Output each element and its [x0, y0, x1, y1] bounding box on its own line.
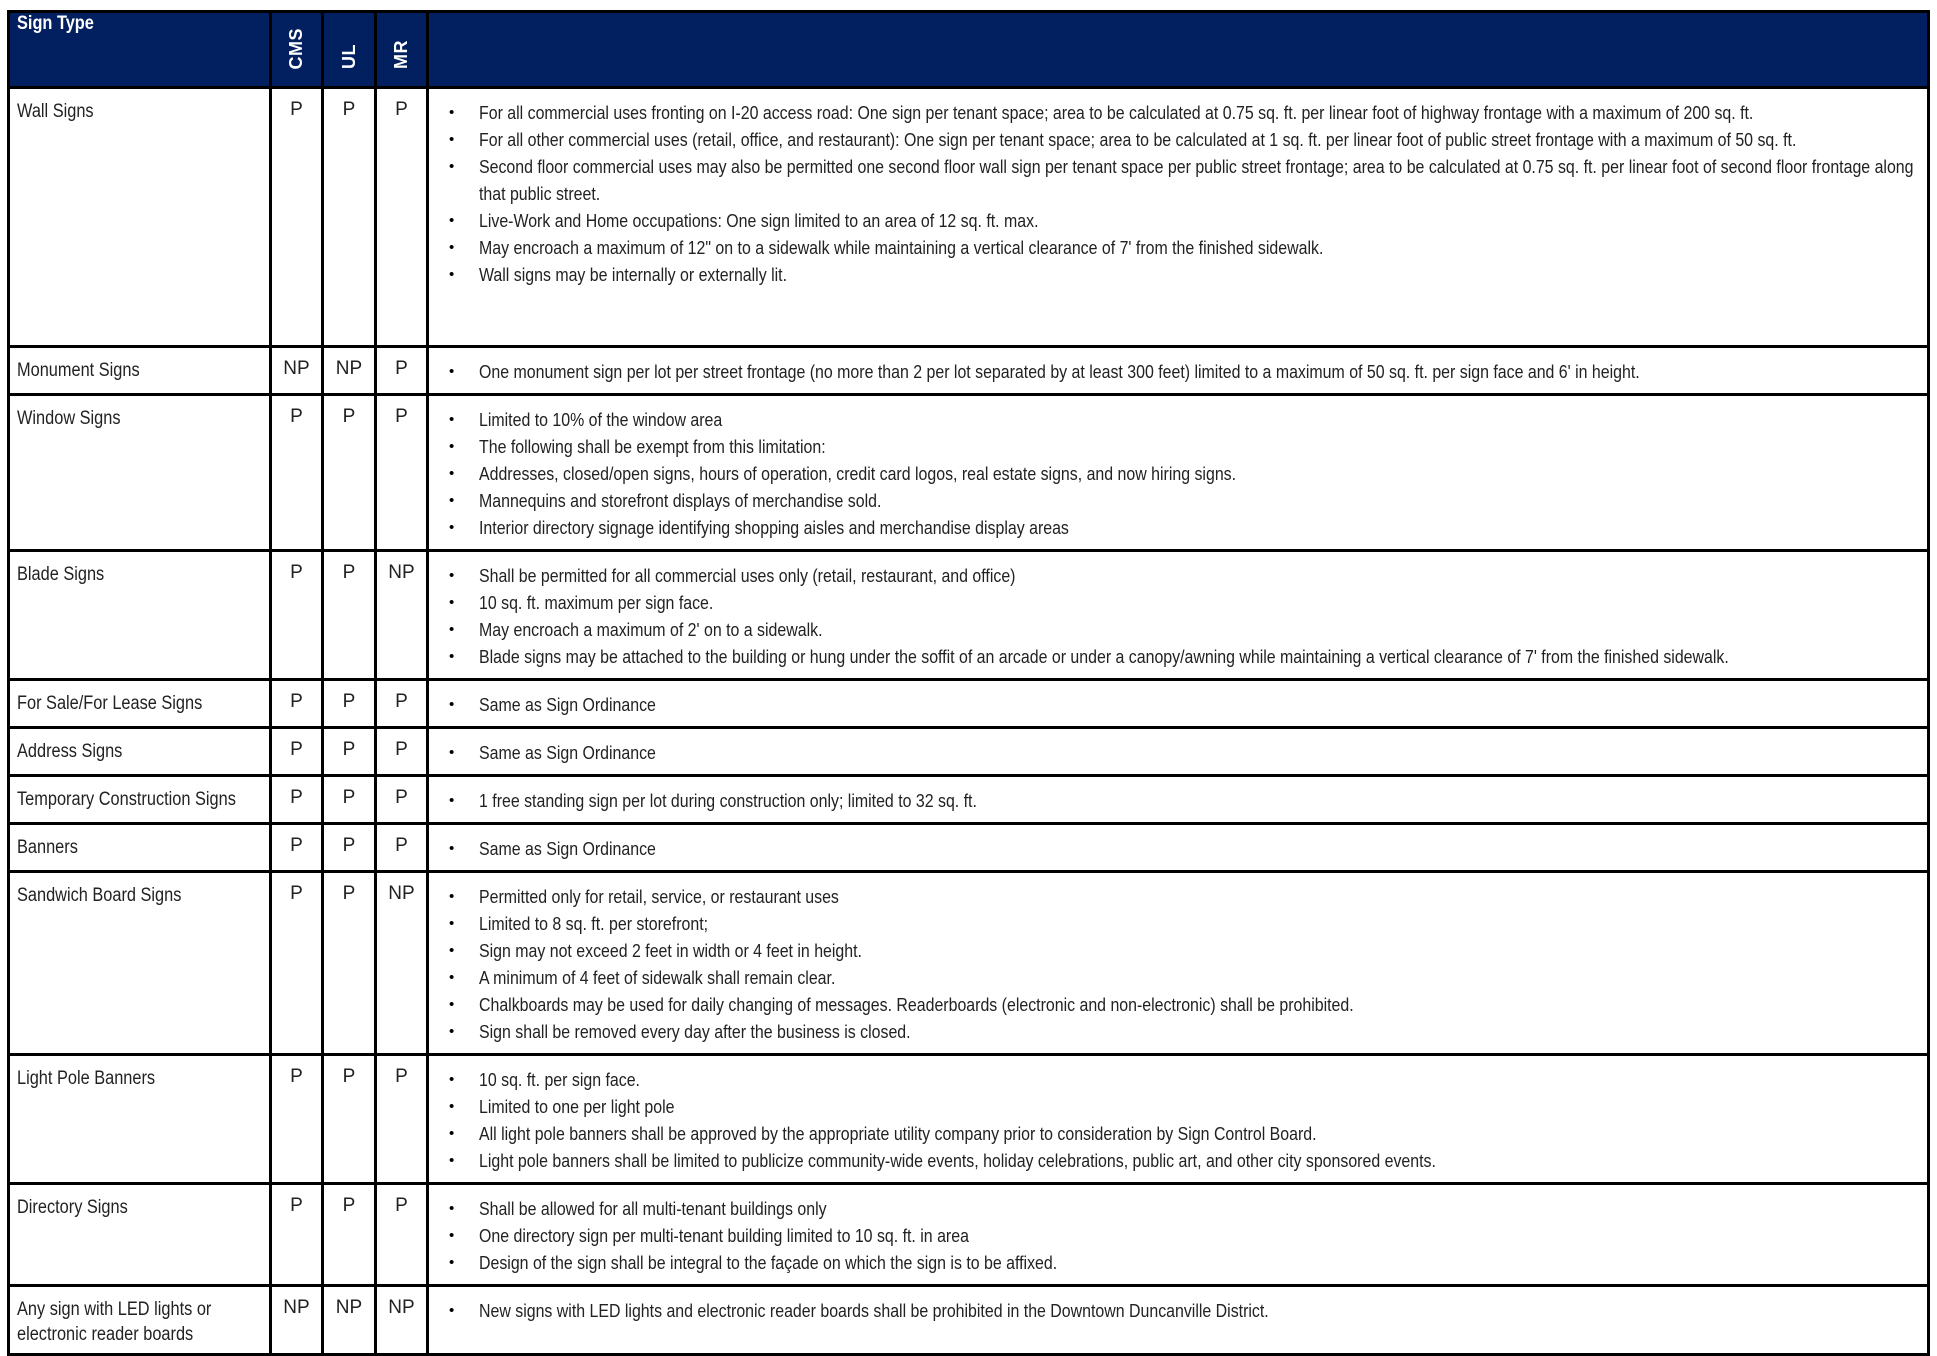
rule-item	[429, 1066, 1919, 1093]
sign-type-label: Sandwich Board Signs	[17, 885, 182, 906]
table-body	[9, 88, 1929, 1355]
bullet-icon: •	[449, 1200, 455, 1217]
rules-cell	[428, 395, 1929, 551]
rule-text: New signs with LED lights and electronic reader boards shall be prohibited in the Downtown Duncanville District.	[479, 1300, 1269, 1321]
sign-regulations-table	[7, 10, 1930, 1356]
sign-type-label: For Sale/For Lease Signs	[17, 693, 203, 714]
permission-cell-cms: P	[271, 728, 323, 776]
rule-text: For all commercial uses fronting on I-20 access road: One sign per tenant space; area to be calculated at 0.75 sq. ft. per linear foot of highway frontage with a maximum of 200 sq. ft.	[479, 102, 1754, 123]
rule-text: Light pole banners shall be limited to publicize community-wide events, holiday celebrations, public art, and other city sponsored events.	[479, 1150, 1436, 1171]
sign-type-label: Any sign with LED lights or electronic reader boards	[17, 1299, 212, 1345]
permission-cell-mr: P	[376, 395, 428, 551]
permission-cell-ul: P	[323, 88, 376, 347]
sign-type-label: Banners	[17, 837, 78, 858]
bullet-icon: •	[449, 594, 455, 611]
bullet-icon: •	[449, 411, 455, 428]
bullet-icon: •	[449, 438, 455, 455]
permission-cell-mr: P	[376, 88, 428, 347]
table-row	[9, 872, 1929, 1055]
header-sign-type	[9, 12, 271, 88]
bullet-icon: •	[449, 567, 455, 584]
rule-item	[429, 739, 1919, 766]
permission-cell-mr: P	[376, 1184, 428, 1286]
permission-cell-cms: P	[271, 872, 323, 1055]
rules-cell	[428, 1286, 1929, 1355]
table-row	[9, 1286, 1929, 1355]
rule-item	[429, 358, 1919, 385]
permission-cell-mr: P	[376, 680, 428, 728]
bullet-icon: •	[449, 104, 455, 121]
rule-text: Wall signs may be internally or externally lit.	[479, 264, 788, 285]
rule-text: Design of the sign shall be integral to the façade on which the sign is to be affixed.	[479, 1252, 1058, 1273]
bullet-icon: •	[449, 266, 455, 283]
bullet-icon: •	[449, 131, 455, 148]
sign-type-label: Temporary Construction Signs	[17, 789, 236, 810]
permission-cell-cms: P	[271, 776, 323, 824]
rule-item	[429, 1297, 1919, 1324]
table-row	[9, 1184, 1929, 1286]
bullet-icon: •	[449, 1023, 455, 1040]
permission-cell-mr: NP	[376, 1286, 428, 1355]
rules-cell	[428, 728, 1929, 776]
rule-text: Shall be allowed for all multi-tenant buildings only	[479, 1198, 827, 1219]
rule-text: Limited to 10% of the window area	[479, 409, 723, 430]
rule-text: 10 sq. ft. per sign face.	[479, 1069, 640, 1090]
header-district-label: UL	[338, 44, 359, 69]
rule-text: Shall be permitted for all commercial uses only (retail, restaurant, and office)	[479, 565, 1016, 586]
rules-list	[429, 883, 1919, 1045]
rule-text: Sign shall be removed every day after the business is closed.	[479, 1021, 911, 1042]
permission-cell-ul: NP	[323, 1286, 376, 1355]
rules-cell	[428, 1055, 1929, 1184]
rule-item	[429, 883, 1919, 910]
sign-type-cell	[9, 551, 271, 680]
rule-item	[429, 991, 1919, 1018]
rule-item	[429, 787, 1919, 814]
bullet-icon: •	[449, 942, 455, 959]
rule-text: Limited to one per light pole	[479, 1096, 675, 1117]
rule-text: One monument sign per lot per street frontage (no more than 2 per lot separated by at least 300 feet) limited to a maximum of 50 sq. ft. per sign face and 6' in height.	[479, 361, 1640, 382]
rules-list	[429, 99, 1919, 288]
rule-item	[429, 1222, 1919, 1249]
rule-text: Limited to 8 sq. ft. per storefront;	[479, 913, 709, 934]
permission-cell-ul: P	[323, 872, 376, 1055]
rule-item	[429, 1093, 1919, 1120]
bullet-icon: •	[449, 158, 455, 175]
rule-item	[429, 616, 1919, 643]
permission-cell-cms: NP	[271, 1286, 323, 1355]
bullet-icon: •	[449, 1227, 455, 1244]
rule-item	[429, 514, 1919, 541]
rule-text: The following shall be exempt from this limitation:	[479, 436, 826, 457]
rules-list	[429, 562, 1919, 670]
bullet-icon: •	[449, 492, 455, 509]
permission-cell-ul: P	[323, 395, 376, 551]
bullet-icon: •	[449, 1152, 455, 1169]
permission-cell-mr: NP	[376, 551, 428, 680]
bullet-icon: •	[449, 1302, 455, 1319]
sign-type-cell	[9, 1286, 271, 1355]
rule-item	[429, 460, 1919, 487]
permission-cell-mr: P	[376, 824, 428, 872]
rule-text: 10 sq. ft. maximum per sign face.	[479, 592, 714, 613]
rule-text: Blade signs may be attached to the building or hung under the soffit of an arcade or under a canopy/awning while maintaining a vertical clearance of 7' from the finished sidewalk.	[479, 646, 1729, 667]
permission-cell-ul: P	[323, 776, 376, 824]
permission-cell-cms: NP	[271, 347, 323, 395]
rule-item	[429, 433, 1919, 460]
sign-type-label: Light Pole Banners	[17, 1068, 156, 1089]
rule-text: Permitted only for retail, service, or restaurant uses	[479, 886, 839, 907]
rules-list	[429, 358, 1919, 385]
permission-cell-cms: P	[271, 551, 323, 680]
rule-item	[429, 835, 1919, 862]
sign-type-label: Monument Signs	[17, 360, 140, 381]
rule-item	[429, 562, 1919, 589]
permission-cell-mr: P	[376, 347, 428, 395]
bullet-icon: •	[449, 969, 455, 986]
permission-cell-cms: P	[271, 395, 323, 551]
sign-type-cell	[9, 872, 271, 1055]
rules-list	[429, 691, 1919, 718]
rule-item	[429, 406, 1919, 433]
permission-cell-ul: P	[323, 728, 376, 776]
permission-cell-cms: P	[271, 824, 323, 872]
permission-cell-ul: P	[323, 824, 376, 872]
rules-cell	[428, 1184, 1929, 1286]
bullet-icon: •	[449, 1254, 455, 1271]
rule-item	[429, 1249, 1919, 1276]
table-row	[9, 824, 1929, 872]
rule-text: Same as Sign Ordinance	[479, 838, 656, 859]
header-district-ul	[323, 12, 376, 88]
permission-cell-ul: P	[323, 680, 376, 728]
rule-text: May encroach a maximum of 12" on to a sidewalk while maintaining a vertical clearance of 7' from the finished sidewalk.	[479, 237, 1324, 258]
header-sign-type-label: Sign Type	[17, 13, 94, 34]
rule-item	[429, 643, 1919, 670]
sign-type-cell	[9, 1055, 271, 1184]
rules-cell	[428, 824, 1929, 872]
table-row	[9, 1055, 1929, 1184]
rule-item	[429, 1147, 1919, 1174]
rule-text: Same as Sign Ordinance	[479, 694, 656, 715]
bullet-icon: •	[449, 915, 455, 932]
rules-cell	[428, 347, 1929, 395]
permission-cell-cms: P	[271, 680, 323, 728]
rules-list	[429, 787, 1919, 814]
rule-text: For all other commercial uses (retail, office, and restaurant): One sign per tenant space; area to be calculated at 1 sq. ft. per linear foot of public street frontage with a maximum of 50 sq. ft.	[479, 129, 1797, 150]
rule-item	[429, 207, 1919, 234]
bullet-icon: •	[449, 1125, 455, 1142]
sign-type-cell	[9, 88, 271, 347]
sign-type-cell	[9, 347, 271, 395]
sign-type-cell	[9, 728, 271, 776]
rule-item	[429, 487, 1919, 514]
bullet-icon: •	[449, 1098, 455, 1115]
rule-item	[429, 1195, 1919, 1222]
rules-cell	[428, 551, 1929, 680]
bullet-icon: •	[449, 519, 455, 536]
bullet-icon: •	[449, 696, 455, 713]
bullet-icon: •	[449, 1071, 455, 1088]
bullet-icon: •	[449, 363, 455, 380]
bullet-icon: •	[449, 996, 455, 1013]
bullet-icon: •	[449, 840, 455, 857]
table-row	[9, 680, 1929, 728]
permission-cell-ul: P	[323, 1184, 376, 1286]
header-district-label: CMS	[286, 27, 306, 69]
rule-text: All light pole banners shall be approved by the appropriate utility company prior to consideration by Sign Control Board.	[479, 1123, 1317, 1144]
bullet-icon: •	[449, 648, 455, 665]
sign-type-cell	[9, 680, 271, 728]
rule-text: Live-Work and Home occupations: One sign limited to an area of 12 sq. ft. max.	[479, 210, 1039, 231]
rule-item	[429, 234, 1919, 261]
permission-cell-ul: P	[323, 1055, 376, 1184]
table-row	[9, 395, 1929, 551]
rule-item	[429, 691, 1919, 718]
rules-cell	[428, 680, 1929, 728]
rule-text: A minimum of 4 feet of sidewalk shall remain clear.	[479, 967, 836, 988]
permission-cell-mr: P	[376, 1055, 428, 1184]
table-row	[9, 776, 1929, 824]
rules-list	[429, 739, 1919, 766]
rules-list	[429, 1066, 1919, 1174]
rule-text: Mannequins and storefront displays of merchandise sold.	[479, 490, 882, 511]
rule-item	[429, 937, 1919, 964]
permission-cell-mr: NP	[376, 872, 428, 1055]
sign-type-cell	[9, 1184, 271, 1286]
sign-type-cell	[9, 395, 271, 551]
permission-cell-ul: NP	[323, 347, 376, 395]
bullet-icon: •	[449, 212, 455, 229]
sign-type-label: Address Signs	[17, 741, 123, 762]
permission-cell-cms: P	[271, 88, 323, 347]
bullet-icon: •	[449, 792, 455, 809]
rule-item	[429, 261, 1919, 288]
rules-cell	[428, 872, 1929, 1055]
bullet-icon: •	[449, 465, 455, 482]
bullet-icon: •	[449, 744, 455, 761]
bullet-icon: •	[449, 888, 455, 905]
rule-item	[429, 589, 1919, 616]
rule-item	[429, 126, 1919, 153]
permission-cell-ul: P	[323, 551, 376, 680]
rule-text: Interior directory signage identifying shopping aisles and merchandise display areas	[479, 517, 1069, 538]
rule-item	[429, 964, 1919, 991]
header-row	[9, 12, 1929, 88]
sign-type-cell	[9, 776, 271, 824]
permission-cell-mr: P	[376, 728, 428, 776]
table-row	[9, 88, 1929, 347]
permission-cell-cms: P	[271, 1055, 323, 1184]
sign-type-label: Blade Signs	[17, 564, 105, 585]
header-district-mr	[376, 12, 428, 88]
permission-cell-cms: P	[271, 1184, 323, 1286]
rule-item	[429, 1018, 1919, 1045]
rules-cell	[428, 88, 1929, 347]
table-row	[9, 728, 1929, 776]
rule-text: Addresses, closed/open signs, hours of operation, credit card logos, real estate signs, and now hiring signs.	[479, 463, 1237, 484]
rules-list	[429, 406, 1919, 541]
rule-text: Second floor commercial uses may also be permitted one second floor wall sign per tenant space per public street frontage; area to be calculated at 0.75 sq. ft. per linear foot of second floor frontage along that public street.	[479, 156, 1914, 204]
rules-list	[429, 1297, 1919, 1324]
rule-item	[429, 1120, 1919, 1147]
table-row	[9, 551, 1929, 680]
rules-list	[429, 835, 1919, 862]
sign-type-label: Wall Signs	[17, 101, 94, 122]
header-district-label: MR	[391, 40, 411, 69]
table-row	[9, 347, 1929, 395]
rule-text: 1 free standing sign per lot during construction only; limited to 32 sq. ft.	[479, 790, 977, 811]
rule-text: Chalkboards may be used for daily changing of messages. Readerboards (electronic and non-electronic) shall be prohibited.	[479, 994, 1354, 1015]
rule-item	[429, 99, 1919, 126]
rule-text: Sign may not exceed 2 feet in width or 4 feet in height.	[479, 940, 862, 961]
header-district-cms	[271, 12, 323, 88]
sign-type-label: Window Signs	[17, 408, 121, 429]
table-header	[9, 12, 1929, 88]
rule-text: Same as Sign Ordinance	[479, 742, 656, 763]
permission-cell-mr: P	[376, 776, 428, 824]
rule-text: One directory sign per multi-tenant building limited to 10 sq. ft. in area	[479, 1225, 969, 1246]
header-description	[428, 12, 1929, 88]
rule-item	[429, 153, 1919, 207]
rules-list	[429, 1195, 1919, 1276]
sign-type-label: Directory Signs	[17, 1197, 128, 1218]
bullet-icon: •	[449, 239, 455, 256]
rule-item	[429, 910, 1919, 937]
sign-type-cell	[9, 824, 271, 872]
bullet-icon: •	[449, 621, 455, 638]
rules-cell	[428, 776, 1929, 824]
rule-text: May encroach a maximum of 2' on to a sidewalk.	[479, 619, 823, 640]
